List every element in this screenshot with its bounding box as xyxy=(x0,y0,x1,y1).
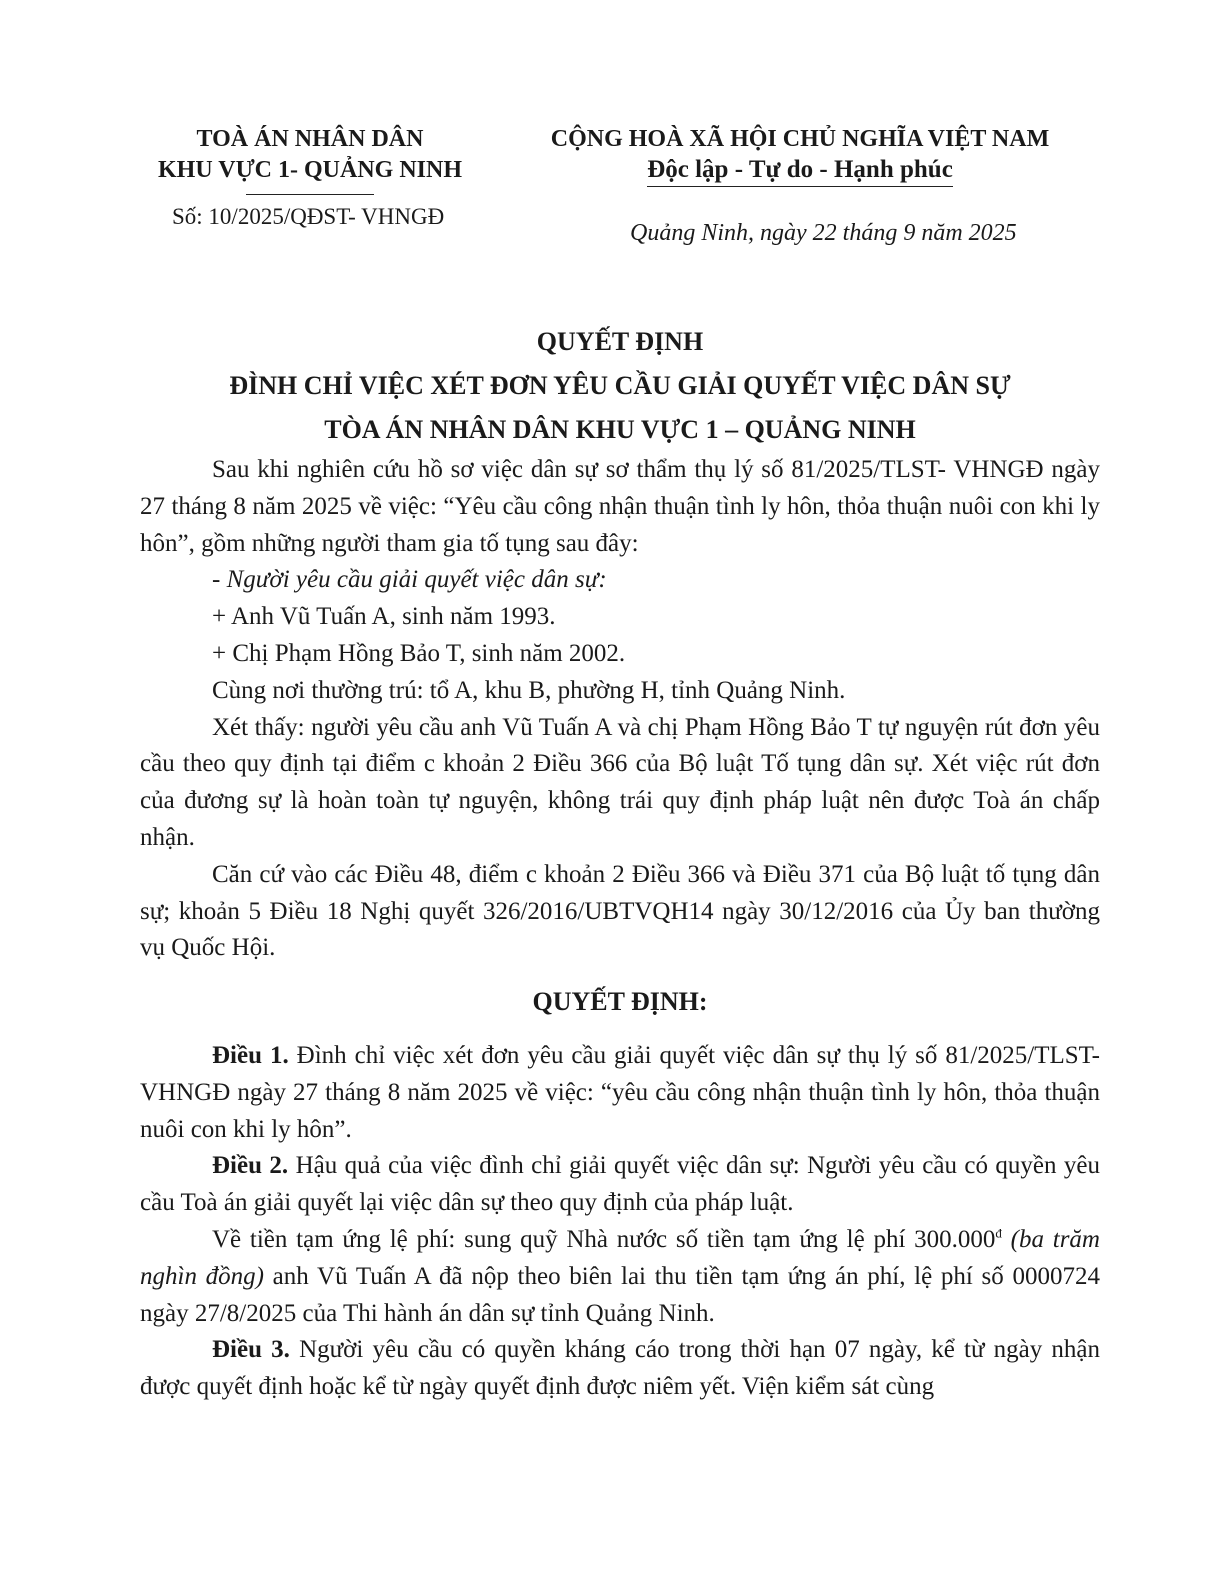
article-1 xyxy=(140,1038,1100,1148)
fee-words: (ba trăm nghìn đồng) xyxy=(140,1225,1100,1290)
consideration-paragraph: Xét thấy: người yêu cầu anh Vũ Tuấn A và chị Phạm Hồng Bảo T tự nguyện rút đơn yêu cầu theo quy định tại điểm c khoản 2 Điều 366 của Bộ luật Tố tụng dân sự. Xét việc rút đơn của đương sự là hoàn toàn tự nguyện, không trái quy định pháp luật nên được Toà án chấp nhận. xyxy=(140,713,1100,851)
article-1-text: Đình chỉ việc xét đơn yêu cầu giải quyết việc dân sự thụ lý số 81/2025/TLST- VHNGĐ ngày 27 tháng 8 năm 2025 về việc: “yêu cầu công nhận thuận tình ly hôn, thỏa thuận nuôi con khi ly hôn”. xyxy=(140,1041,1100,1143)
requester-heading: - Người yêu cầu giải quyết việc dân sự: xyxy=(212,566,607,594)
residence-paragraph: Cùng nơi thường trú: tổ A, khu B, phường H, tỉnh Quảng Ninh. xyxy=(212,676,846,704)
article-2 xyxy=(140,1148,1100,1222)
decision-heading: QUYẾT ĐỊNH: xyxy=(532,987,708,1017)
court-header xyxy=(130,124,490,195)
document-body xyxy=(140,452,1100,1406)
fee-currency: đ xyxy=(995,1225,1002,1241)
court-header-divider xyxy=(246,194,374,195)
requester-1: + Anh Vũ Tuấn A, sinh năm 1993. xyxy=(212,603,556,631)
national-title: CỘNG HOÀ XÃ HỘI CHỦ NGHĨA VIỆT NAM xyxy=(550,126,1050,152)
intro-paragraph: Sau khi nghiên cứu hồ sơ việc dân sự sơ thẩm thụ lý số 81/2025/TLST- VHNGĐ ngày 27 tháng 8 năm 2025 về việc: “Yêu cầu công nhận thuận tình ly hôn, thỏa thuận nuôi con khi ly hôn”, gồm những người tham gia tố tụng sau đây: xyxy=(140,456,1100,557)
title-line-3: TÒA ÁN NHÂN DÂN KHU VỰC 1 – QUẢNG NINH xyxy=(324,415,916,444)
case-number: Số: 10/2025/QĐST- VHNGĐ xyxy=(172,204,445,229)
court-name: TOÀ ÁN NHÂN DÂN xyxy=(196,126,424,152)
national-motto: Độc lập - Tự do - Hạnh phúc xyxy=(647,155,953,187)
article-2-label: Điều 2. xyxy=(212,1152,289,1180)
title-line-2: ĐÌNH CHỈ VIỆC XÉT ĐƠN YÊU CẦU GIẢI QUYẾT VIỆC DÂN SỰ xyxy=(229,371,1011,400)
national-header xyxy=(540,124,1060,187)
requester-2: + Chị Phạm Hồng Bảo T, sinh năm 2002. xyxy=(212,639,626,667)
article-2-text: Hậu quả của việc đình chỉ giải quyết việc dân sự: Người yêu cầu có quyền yêu cầu Toà án giải quyết lại việc dân sự theo quy định của pháp luật. xyxy=(140,1152,1101,1217)
issue-date: Quảng Ninh, ngày 22 tháng 9 năm 2025 xyxy=(630,220,1017,246)
fee-text-1: Về tiền tạm ứng lệ phí: sung quỹ Nhà nước số tiền tạm ứng lệ phí 300.000 xyxy=(212,1225,996,1253)
legal-basis-paragraph: Căn cứ vào các Điều 48, điểm c khoản 2 Điều 366 và Điều 371 của Bộ luật tố tụng dân sự; khoản 5 Điều 18 Nghị quyết 326/2016/UBTVQH14 ngày 30/12/2016 của Ủy ban thường vụ Quốc Hội. xyxy=(140,860,1100,962)
article-1-label: Điều 1. xyxy=(212,1041,289,1069)
article-3-text: Người yêu cầu có quyền kháng cáo trong thời hạn 07 ngày, kể từ ngày nhận được quyết định hoặc kể từ ngày quyết định được niêm yết. Viện kiểm sát cùng xyxy=(140,1336,1101,1401)
court-region: KHU VỰC 1- QUẢNG NINH xyxy=(158,157,462,183)
article-3-label: Điều 3. xyxy=(212,1336,290,1364)
fee-text-2: anh Vũ Tuấn A đã nộp theo biên lai thu tiền tạm ứng án phí, lệ phí số 0000724 ngày 27/8/2025 của Thi hành án dân sự tỉnh Quảng Ninh. xyxy=(140,1262,1100,1327)
document-title xyxy=(140,320,1100,452)
fee-paragraph xyxy=(140,1222,1100,1332)
article-3 xyxy=(140,1332,1100,1406)
title-line-1: QUYẾT ĐỊNH xyxy=(536,327,704,356)
